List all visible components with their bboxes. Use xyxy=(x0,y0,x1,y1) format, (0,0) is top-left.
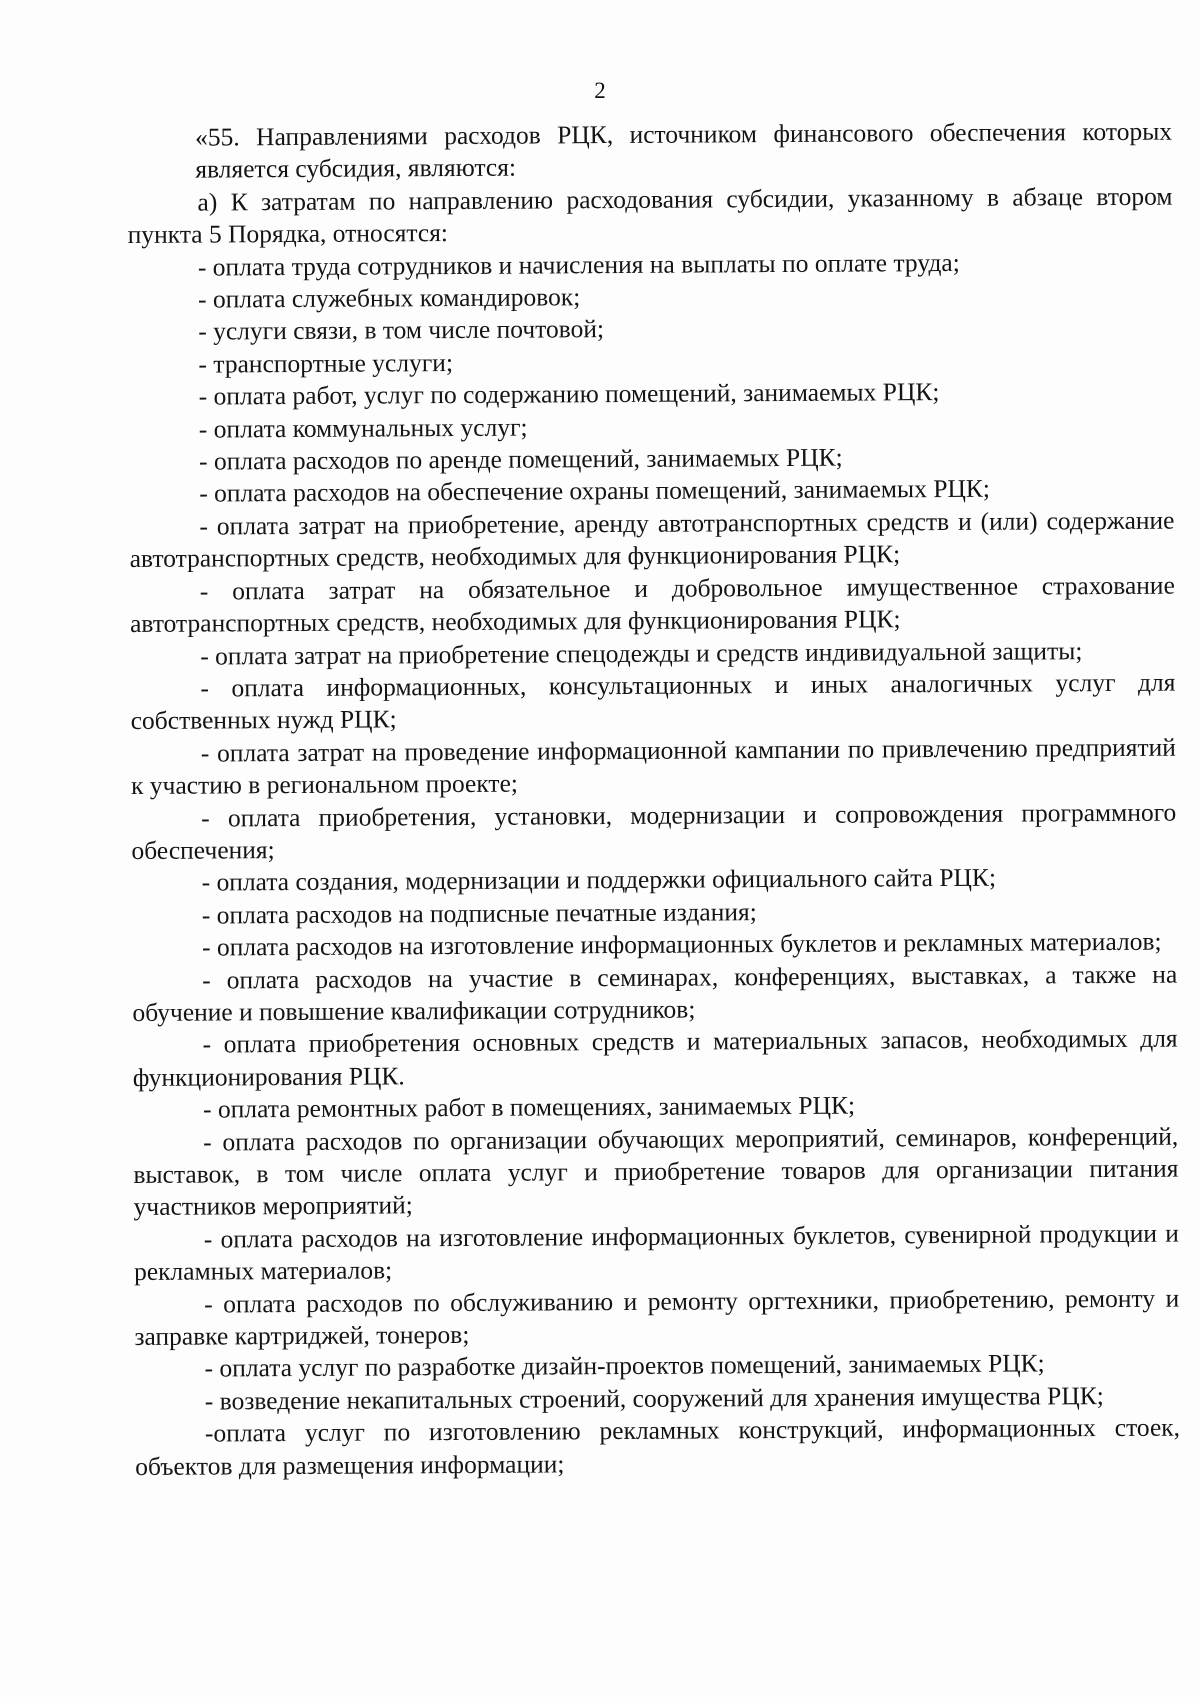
paragraph-a-intro: а) К затратам по направлению расходования субсидии, указанному в абзаце втором пункта 5 Порядка, относятся: xyxy=(127,181,1173,250)
list-item: - оплата затрат на приобретение, аренду автотранспортных средств и (или) содержание автотранспортных средств, необходимых для функционирования РЦК; xyxy=(129,505,1175,574)
list-item: - оплата ремонтных работ в помещениях, занимаемых РЦК; xyxy=(202,1090,856,1124)
list-item: - оплата приобретения основных средств и материальных запасов, необходимых для функционирования РЦК. xyxy=(132,1023,1178,1092)
paragraph-55-heading: «55. Направлениями расходов РЦК, источником финансового обеспечения которых является субсидия, являются: xyxy=(195,116,1173,184)
list-item: - оплата расходов по аренде помещений, занимаемых РЦК; xyxy=(198,442,843,476)
list-item: - транспортные услуги; xyxy=(198,347,454,379)
list-item: - оплата расходов на обеспечение охраны помещений, занимаемых РЦК; xyxy=(199,474,991,509)
list-item: - оплата работ, услуг по содержанию помещений, занимаемых РЦК; xyxy=(198,377,940,411)
list-item: - оплата расходов на изготовление информационных буклетов и рекламных материалов; xyxy=(201,926,1162,962)
list-item: - оплата информационных, консультационных и иных аналогичных услуг для собственных нужд РЦК; xyxy=(130,667,1176,736)
list-item: - оплата затрат на проведение информационной кампании по привлечению предприятий к участию в региональном проекте; xyxy=(130,732,1176,801)
page-number: 2 xyxy=(594,78,606,103)
list-item: - оплата затрат на обязательное и добровольное имущественное страхование автотранспортных средств, необходимых для функционирования РЦК; xyxy=(129,570,1175,639)
list-item: - оплата услуг по разработке дизайн-проектов помещений, занимаемых РЦК; xyxy=(204,1348,1045,1383)
list-item: - оплата затрат на приобретение спецодежды и средств индивидуальной защиты; xyxy=(200,635,1083,671)
list-item: - возведение некапитальных строений, сооружений для хранения имущества РЦК; xyxy=(204,1380,1104,1416)
list-item: - оплата труда сотрудников и начисления на выплаты по оплате труда; xyxy=(197,247,960,282)
list-item: - оплата расходов по обслуживанию и ремонту оргтехники, приобретению, ремонту и заправке картриджей, тонеров; xyxy=(134,1283,1180,1352)
list-item: - оплата приобретения, установки, модернизации и сопровождения программного обеспечения; xyxy=(131,797,1177,865)
list-item: - оплата коммунальных услуг; xyxy=(198,412,528,444)
list-item: - оплата создания, модернизации и поддержки официального сайта РЦК; xyxy=(201,863,997,897)
list-item: - услуги связи, в том числе почтовой; xyxy=(198,314,605,347)
list-item: - оплата расходов на изготовление информационных буклетов, сувенирной продукции и рекламных материалов; xyxy=(133,1218,1179,1287)
list-item: - оплата расходов на подписные печатные издания; xyxy=(201,896,757,930)
list-item: - оплата расходов по организации обучающих мероприятий, семинаров, конференций, выставок, в том числе оплата услуг и приобретение товаров для организации питания участников мероприятий; xyxy=(133,1121,1179,1222)
list-item: - оплата служебных командировок; xyxy=(197,282,581,314)
list-item: -оплата услуг по изготовлению рекламных конструкций, информационных стоек, объектов для размещения информации; xyxy=(135,1412,1181,1481)
document-body xyxy=(127,116,1180,1483)
list-item: - оплата расходов на участие в семинарах, конференциях, выставках, а также на обучение и повышение квалификации сотрудников; xyxy=(132,959,1178,1027)
